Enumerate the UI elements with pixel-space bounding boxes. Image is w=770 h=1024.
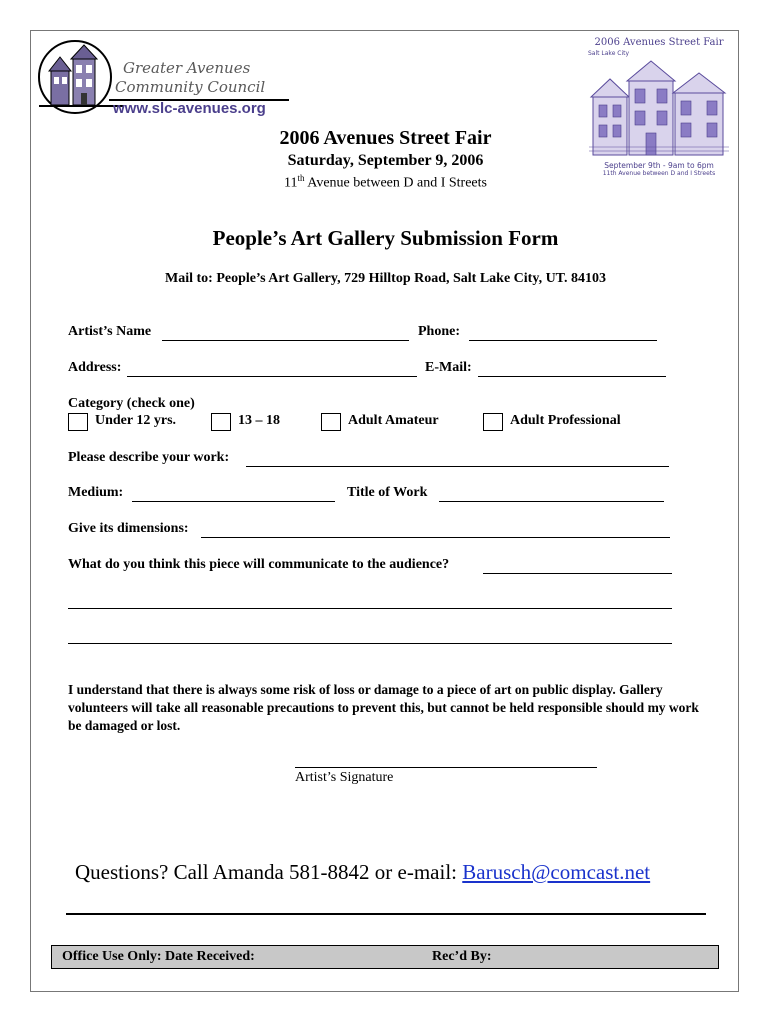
category-label: Category (check one) xyxy=(68,396,195,411)
signature-field[interactable] xyxy=(295,767,597,768)
category-under-12-label: Under 12 yrs. xyxy=(95,413,177,428)
org-logo xyxy=(35,37,291,119)
poster-date: September 9th - 9am to 6pm xyxy=(604,161,714,170)
checkbox-under-12[interactable] xyxy=(68,413,88,431)
medium-label: Medium: xyxy=(68,485,124,500)
mailing-address: Mail to: People’s Art Gallery, 729 Hilltop Road, Salt Lake City, UT. 84103 xyxy=(165,271,606,286)
poster-title: 2006 Avenues Street Fair xyxy=(594,37,724,48)
title-of-work-label: Title of Work xyxy=(347,485,428,500)
email-label: E-Mail: xyxy=(425,360,472,375)
category-adult-amateur-label: Adult Amateur xyxy=(348,413,439,428)
recd-by-label: Rec’d By: xyxy=(432,949,492,964)
org-url: www.slc-avenues.org xyxy=(113,100,266,117)
medium-field[interactable] xyxy=(132,501,335,502)
checkbox-adult-amateur[interactable] xyxy=(321,413,341,431)
org-name-line1: Greater Avenues xyxy=(123,59,251,77)
signature-label: Artist’s Signature xyxy=(295,770,394,785)
date-received-label: Office Use Only: Date Received: xyxy=(62,949,255,964)
office-use-bar xyxy=(51,945,719,969)
poster-city: Salt Lake City xyxy=(588,50,630,57)
title-of-work-field[interactable] xyxy=(439,501,664,502)
describe-work-label: Please describe your work: xyxy=(68,450,230,465)
communicate-field-line-3[interactable] xyxy=(68,643,672,644)
artist-name-field[interactable] xyxy=(162,340,409,341)
describe-work-field[interactable] xyxy=(246,466,669,467)
org-name-line2: Community Council xyxy=(115,78,266,96)
event-date: Saturday, September 9, 2006 xyxy=(287,152,484,169)
address-field[interactable] xyxy=(127,376,417,377)
footer-divider xyxy=(66,913,706,915)
event-title: 2006 Avenues Street Fair xyxy=(279,127,492,149)
communicate-field-line-2[interactable] xyxy=(68,608,672,609)
questions-contact xyxy=(75,860,650,885)
dimensions-label: Give its dimensions: xyxy=(68,521,189,536)
checkbox-13-18[interactable] xyxy=(211,413,231,431)
contact-email-link[interactable]: Barusch@comcast.net xyxy=(462,860,651,884)
communicate-field[interactable] xyxy=(483,573,672,574)
questions-text: Questions? Call Amanda 581-8842 or e-mail: xyxy=(75,860,463,884)
phone-field[interactable] xyxy=(469,340,657,341)
category-adult-professional-label: Adult Professional xyxy=(510,413,621,428)
email-field[interactable] xyxy=(478,376,666,377)
phone-label: Phone: xyxy=(418,324,460,339)
checkbox-adult-professional[interactable] xyxy=(483,413,503,431)
dimensions-field[interactable] xyxy=(201,537,670,538)
liability-disclaimer: I understand that there is always some risk of loss or damage to a piece of art on public display. Gallery volunteers will take all reasonable precautions to prevent this, but cannot be held responsible should my work be damaged or lost. xyxy=(68,682,699,733)
address-label: Address: xyxy=(68,360,122,375)
poster-location: 11th Avenue between D and I Streets xyxy=(602,170,716,177)
form-page xyxy=(30,30,739,992)
form-title: People’s Art Gallery Submission Form xyxy=(212,226,559,250)
communicate-label: What do you think this piece will communicate to the audience? xyxy=(68,557,450,572)
category-13-18-label: 13 – 18 xyxy=(238,413,280,428)
event-location: 11th Avenue between D and I Streets xyxy=(284,173,487,191)
artist-name-label: Artist’s Name xyxy=(68,324,152,339)
